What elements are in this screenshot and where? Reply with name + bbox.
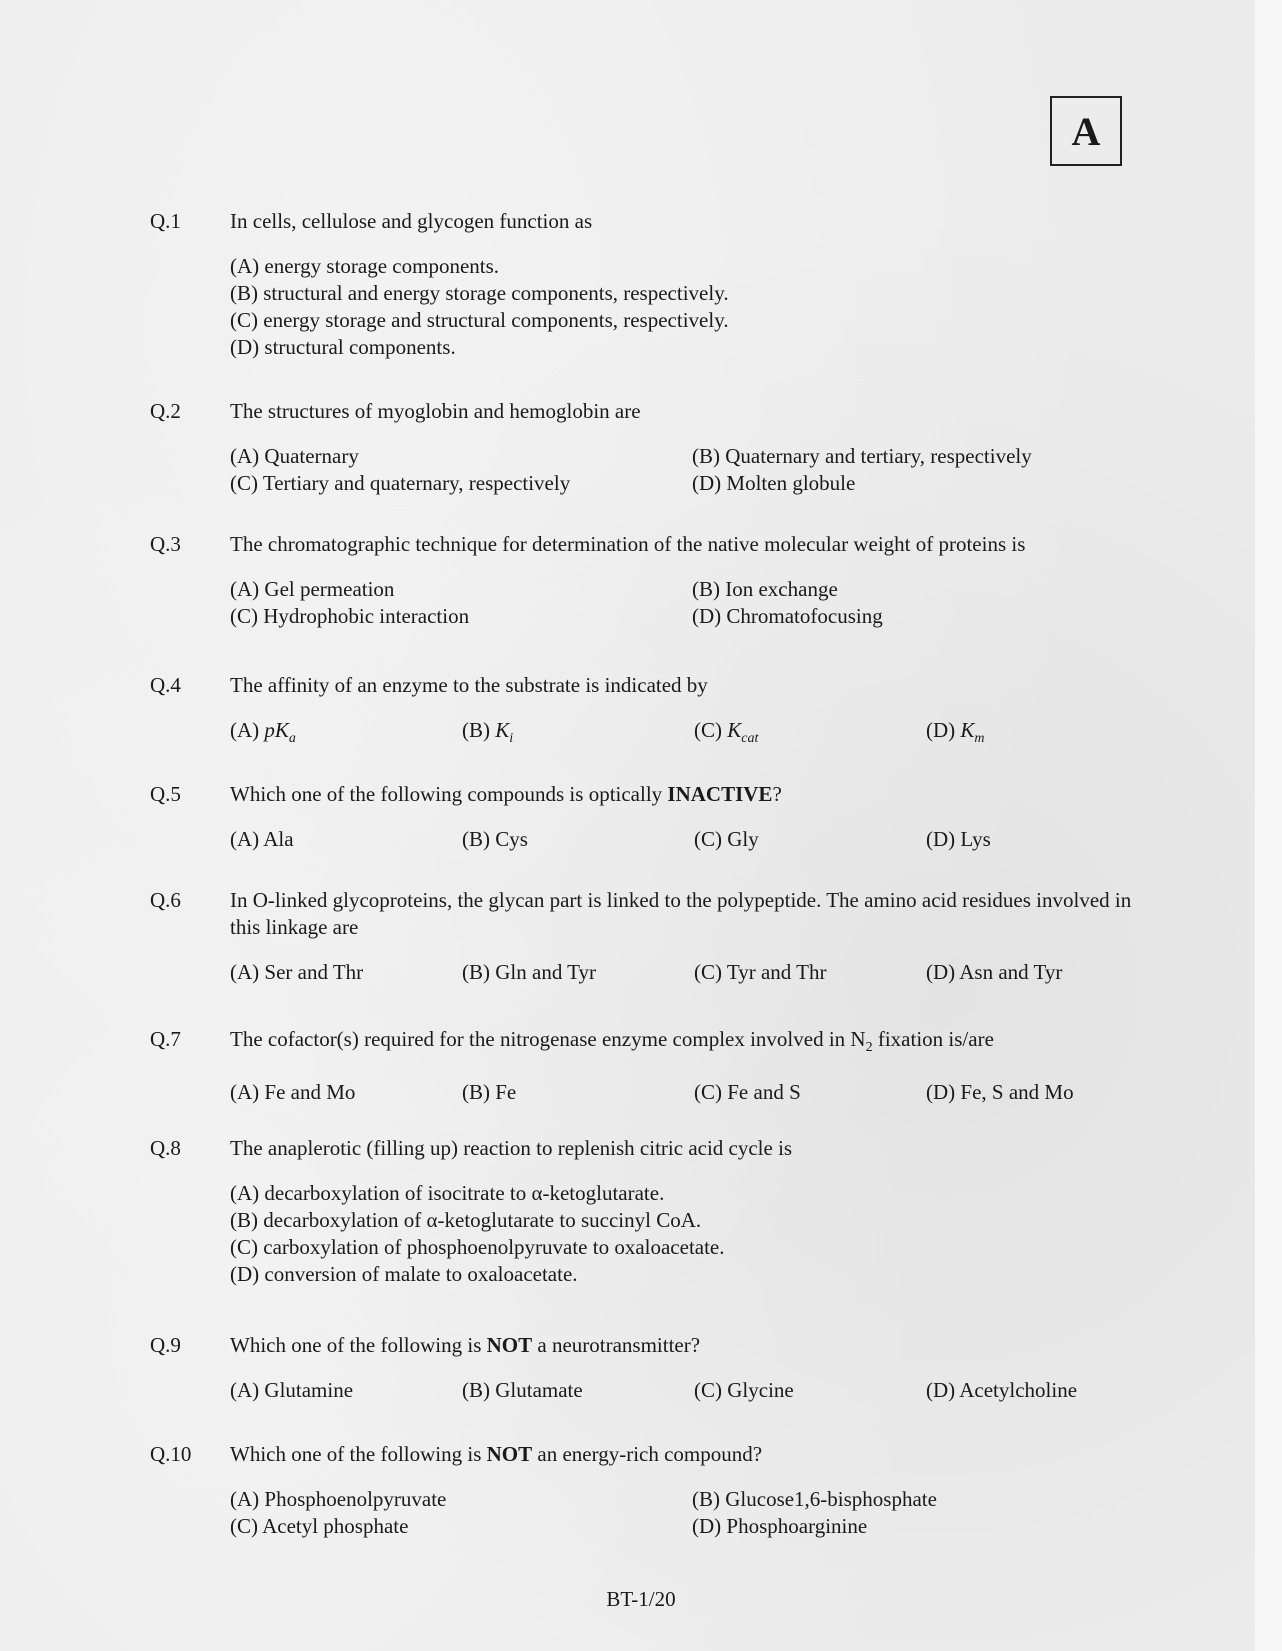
option-c[interactable]: (C) Fe and S	[694, 1080, 801, 1105]
question-number: Q.9	[150, 1333, 181, 1357]
option-c[interactable]: (C) Tyr and Thr	[694, 960, 827, 984]
text-emphasis: NOT	[486, 1333, 533, 1357]
question-text: The affinity of an enzyme to the substrate is indicated by	[230, 673, 708, 697]
option-symbol: K	[960, 718, 975, 742]
option-d[interactable]: (D) Phosphoarginine	[692, 1514, 868, 1538]
option-b[interactable]: (B) Ion exchange	[692, 577, 838, 601]
question-text	[230, 1441, 1140, 1468]
option-a[interactable]: (A) decarboxylation of isocitrate to α-ketoglutarate.	[230, 1181, 665, 1205]
option-subscript: m	[974, 731, 985, 747]
option-a[interactable]: (A) Ala	[230, 827, 294, 851]
question-number: Q.7	[150, 1027, 181, 1051]
set-code: A	[1071, 108, 1101, 154]
question-text	[230, 781, 1140, 808]
option-subscript: i	[509, 731, 514, 747]
option-label: (A)	[230, 718, 265, 742]
option-b[interactable]: (B) Quaternary and tertiary, respectively	[692, 444, 1032, 468]
options	[230, 959, 1140, 986]
question-number: Q.3	[150, 532, 181, 556]
option-symbol: K	[727, 718, 742, 742]
option-a[interactable]	[230, 717, 462, 752]
options	[230, 443, 1140, 497]
option-symbol: pK	[264, 718, 289, 742]
page-footer: BT-1/20	[606, 1587, 676, 1611]
option-c[interactable]: (C) carboxylation of phosphoenolpyruvate to oxaloacetate.	[230, 1235, 725, 1259]
option-c[interactable]: (C) Tertiary and quaternary, respectively	[230, 471, 571, 495]
text-part: The cofactor(s) required for the nitrogenase enzyme complex involved in N	[230, 1027, 866, 1051]
option-c[interactable]: (C) Glycine	[694, 1378, 794, 1402]
option-b[interactable]: (B) structural and energy storage components, respectively.	[230, 281, 729, 305]
option-c[interactable]: (C) energy storage and structural components, respectively.	[230, 308, 729, 332]
question-number: Q.8	[150, 1136, 181, 1160]
option-label: (D)	[926, 718, 961, 742]
question-number: Q.1	[150, 209, 181, 233]
question-10	[150, 1441, 1140, 1540]
question-text	[230, 1026, 1140, 1061]
option-symbol: K	[495, 718, 510, 742]
question-number: Q.10	[150, 1442, 192, 1466]
option-d[interactable]: (D) Molten globule	[692, 471, 856, 495]
question-number: Q.6	[150, 888, 181, 912]
question-text: The chromatographic technique for determination of the native molecular weight of proteins is	[230, 532, 1026, 556]
text-part: an energy-rich compound?	[532, 1442, 763, 1466]
option-c[interactable]: (C) Acetyl phosphate	[230, 1514, 409, 1538]
option-a[interactable]: (A) Fe and Mo	[230, 1080, 356, 1105]
text-part: ?	[772, 782, 782, 806]
option-c[interactable]: (C) Gly	[694, 827, 759, 851]
options	[230, 253, 1140, 361]
options	[230, 576, 1140, 630]
question-text: The structures of myoglobin and hemoglobin are	[230, 399, 641, 423]
option-d[interactable]: (D) Lys	[926, 827, 991, 851]
options	[230, 1486, 1140, 1540]
set-code-box	[1050, 96, 1122, 166]
text-part: Which one of the following is	[230, 1333, 487, 1357]
option-a[interactable]: (A) Quaternary	[230, 444, 359, 468]
option-b[interactable]: (B) Gln and Tyr	[462, 960, 597, 984]
option-d[interactable]: (D) Chromatofocusing	[692, 604, 883, 628]
question-4	[150, 672, 1140, 752]
question-number: Q.5	[150, 782, 181, 806]
option-label: (B)	[462, 718, 496, 742]
text-subscript: 2	[865, 1040, 873, 1056]
option-d[interactable]: (D) Asn and Tyr	[926, 960, 1063, 984]
text-emphasis: NOT	[486, 1442, 533, 1466]
option-a[interactable]: (A) Gel permeation	[230, 577, 395, 601]
option-a[interactable]: (A) energy storage components.	[230, 254, 500, 278]
question-2	[150, 398, 1140, 497]
options	[230, 717, 1140, 752]
question-3	[150, 531, 1140, 630]
option-c[interactable]	[694, 717, 926, 752]
page-edge	[1255, 0, 1282, 1651]
option-a[interactable]: (A) Ser and Thr	[230, 960, 364, 984]
text-part: a neurotransmitter?	[532, 1333, 701, 1357]
question-text: In O-linked glycoproteins, the glycan part is linked to the polypeptide. The amino acid residues involved in this linkage are	[230, 888, 1132, 939]
question-text: In cells, cellulose and glycogen function as	[230, 209, 593, 233]
option-d[interactable]: (D) Acetylcholine	[926, 1378, 1078, 1402]
option-d[interactable]: (D) Fe, S and Mo	[926, 1080, 1074, 1105]
option-subscript: a	[288, 731, 296, 747]
text-emphasis: INACTIVE	[667, 782, 773, 806]
option-d[interactable]: (D) conversion of malate to oxaloacetate.	[230, 1262, 578, 1286]
question-1	[150, 208, 1140, 361]
text-part: fixation is/are	[872, 1027, 994, 1051]
option-c[interactable]: (C) Hydrophobic interaction	[230, 604, 470, 628]
option-d[interactable]	[926, 717, 1158, 752]
question-9	[150, 1332, 1140, 1404]
option-b[interactable]: (B) Cys	[462, 827, 528, 851]
options	[230, 1377, 1140, 1404]
option-a[interactable]: (A) Phosphoenolpyruvate	[230, 1487, 447, 1511]
question-text	[230, 1332, 1140, 1359]
question-number: Q.2	[150, 399, 181, 423]
option-b[interactable]	[462, 717, 694, 752]
question-number: Q.4	[150, 673, 181, 697]
question-7	[150, 1026, 1140, 1106]
option-subscript: cat	[741, 731, 759, 747]
options	[230, 1079, 1140, 1106]
text-part: Which one of the following is	[230, 1442, 487, 1466]
question-6	[150, 887, 1140, 986]
option-b[interactable]: (B) decarboxylation of α-ketoglutarate to succinyl CoA.	[230, 1208, 702, 1232]
question-5	[150, 781, 1140, 853]
options	[230, 826, 1140, 853]
question-text: The anaplerotic (filling up) reaction to replenish citric acid cycle is	[230, 1136, 793, 1160]
option-label: (C)	[694, 718, 728, 742]
option-d[interactable]: (D) structural components.	[230, 335, 456, 359]
option-b[interactable]: (B) Glutamate	[462, 1378, 583, 1402]
question-8	[150, 1135, 1140, 1288]
text-part: Which one of the following compounds is optically	[230, 782, 668, 806]
option-a[interactable]: (A) Glutamine	[230, 1378, 354, 1402]
options	[230, 1180, 1140, 1288]
option-b[interactable]: (B) Fe	[462, 1080, 517, 1105]
option-b[interactable]: (B) Glucose1,6-bisphosphate	[692, 1487, 937, 1511]
